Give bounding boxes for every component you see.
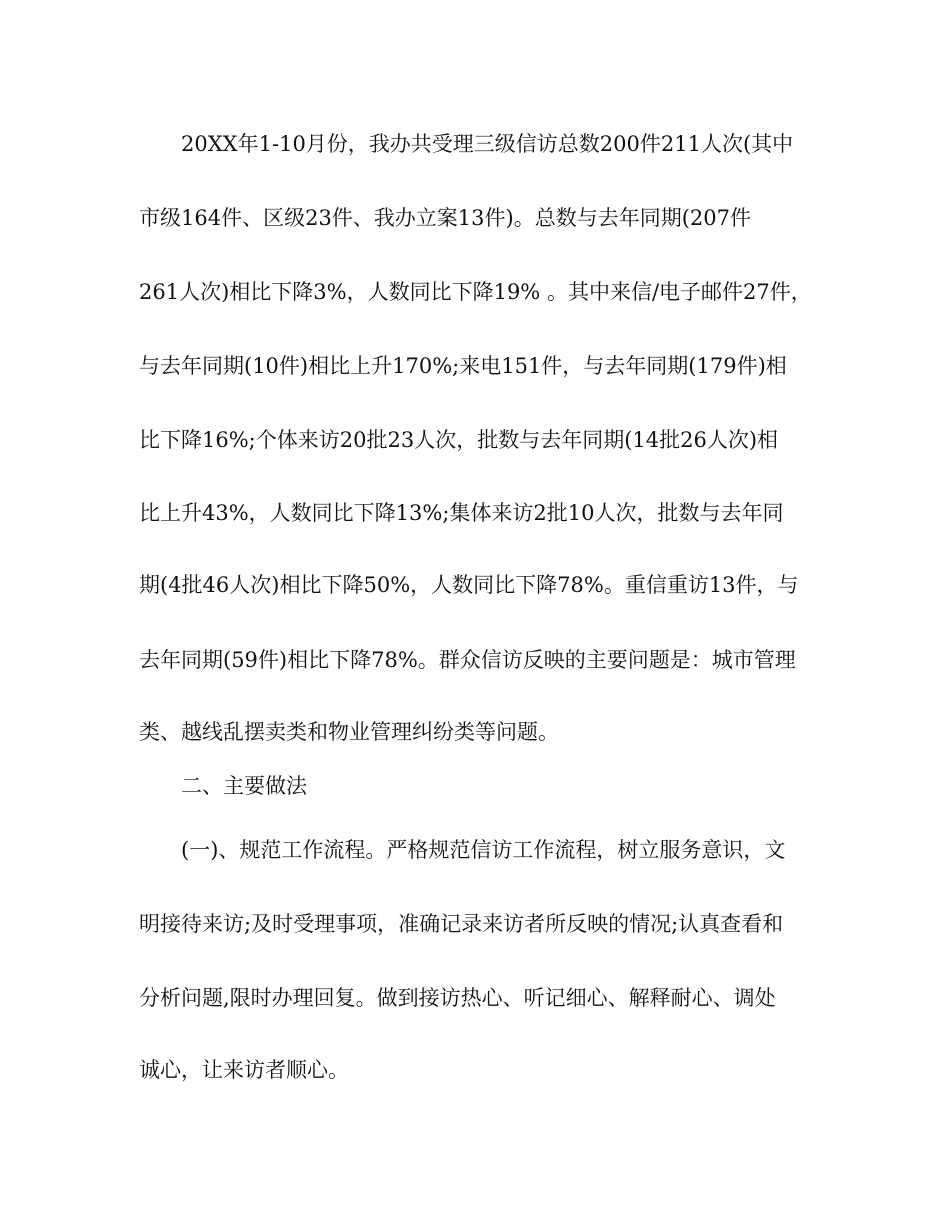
paragraph-2-line-3: 分析问题,限时办理回复。做到接访热心、听记细心、解释耐心、调处 — [139, 986, 776, 1010]
paragraph-2-line-2: 明接待来访;及时受理事项，准确记录来访者所反映的情况;认真查看和 — [139, 912, 784, 936]
paragraph-1-line-4: 与去年同期(10件)相比上升170%;来电151件，与去年同期(179件)相 — [139, 354, 787, 378]
paragraph-1-line-1: 20XX年1-10月份，我办共受理三级信访总数200件211人次(其中 — [181, 132, 794, 156]
paragraph-1-line-8: 去年同期(59件)相比下降78%。群众信访反映的主要问题是：城市管理 — [139, 648, 796, 672]
paragraph-1-line-6: 比上升43%，人数同比下降13%;集体来访2批10人次，批数与去年同 — [139, 501, 784, 525]
paragraph-1-line-3: 261人次)相比下降3%，人数同比下降19% 。其中来信/电子邮件27件， — [139, 280, 812, 304]
section-heading: 二、主要做法 — [181, 774, 307, 798]
paragraph-2-line-4: 诚心，让来访者顺心。 — [139, 1058, 349, 1082]
paragraph-1-line-2: 市级164件、区级23件、我办立案13件)。总数与去年同期(207件 — [139, 206, 751, 230]
paragraph-1-line-7: 期(4批46人次)相比下降50%，人数同比下降78%。重信重访13件，与 — [139, 573, 799, 597]
paragraph-1-line-9: 类、越线乱摆卖类和物业管理纠纷类等问题。 — [139, 720, 559, 744]
paragraph-1-line-5: 比下降16%;个体来访20批23人次，批数与去年同期(14批26人次)相 — [139, 428, 779, 452]
paragraph-2-line-1: (一)、规范工作流程。严格规范信访工作流程，树立服务意识，文 — [181, 838, 786, 862]
